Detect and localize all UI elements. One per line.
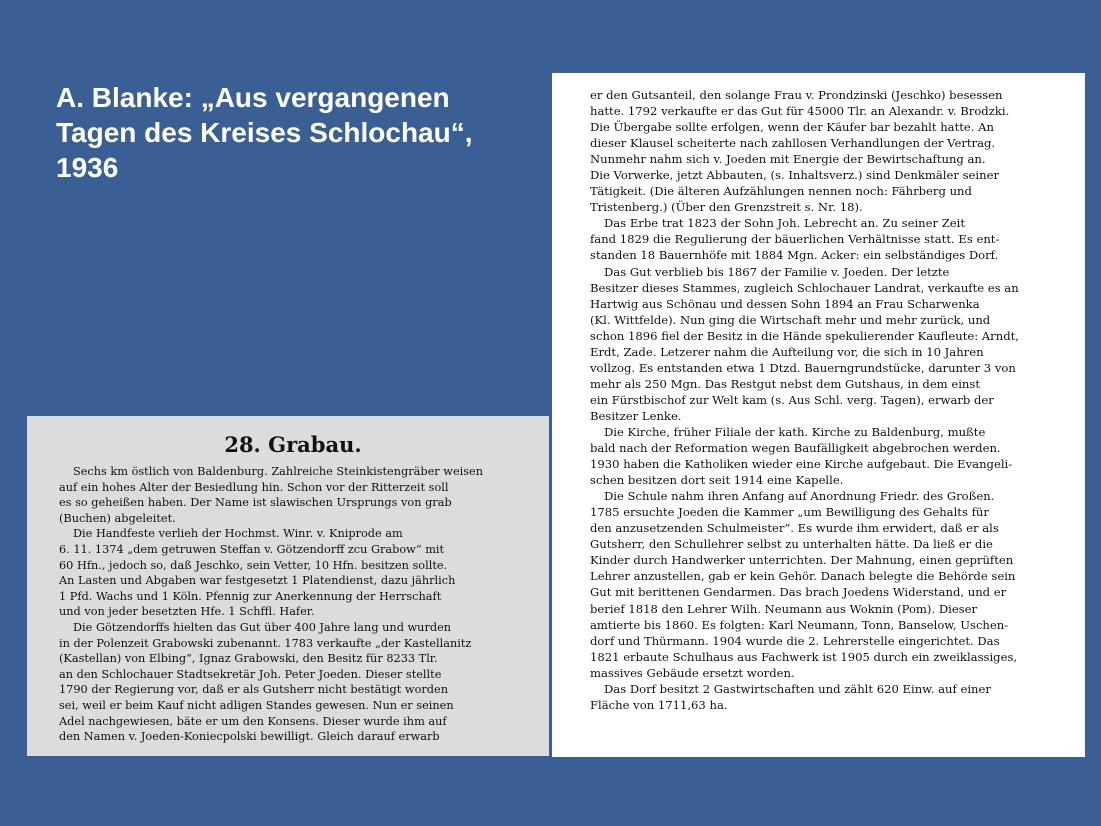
text-line: 1821 erbaute Schulhaus aus Fachwerk ist 1905 durch ein zweiklassiges, — [590, 649, 1018, 664]
text-line: (Kl. Wittfelde). Nun ging die Wirtschaft mehr und mehr zurück, und — [590, 312, 991, 327]
text-line: an den Schlochauer Stadtsekretär Joh. Peter Joeden. Dieser stellte — [59, 667, 442, 681]
text-line: Sechs km östlich von Baldenburg. Zahlreiche Steinkistengräber weisen — [73, 465, 483, 478]
text-line: An Lasten und Abgaben war festgesetzt 1 Platendienst, dazu jährlich — [59, 574, 456, 588]
text-line: Kinder durch Handwerker unterrichten. Der Mahnung, einen geprüften — [590, 553, 1014, 568]
text-line: vollzog. Es entstanden etwa 1 Dtzd. Bauerngrundstücke, darunter 3 von — [590, 360, 1016, 375]
scan-heading: 28. Grabau. — [224, 432, 362, 457]
text-line: Die Kirche, früher Filiale der kath. Kirche zu Baldenburg, mußte — [604, 424, 986, 439]
text-line: hatte. 1792 verkaufte er das Gut für 45000 Tlr. an Alexandr. v. Brodzki. — [590, 104, 1010, 119]
text-line: den anzusetzenden Schulmeister“. Es wurde ihm erwidert, daß er als — [590, 521, 999, 536]
text-line: schon 1896 fiel der Besitz in die Hände spekulierender Kaufleute: Arndt, — [590, 328, 1019, 343]
text-line: Die Übergabe sollte erfolgen, wenn der Käufer bar bezahlt hatte. An — [590, 120, 994, 135]
text-line: schen besitzen dort seit 1914 eine Kapelle. — [590, 473, 844, 488]
text-line: 1790 der Regierung vor, daß er als Gutsherr nicht bestätigt worden — [59, 683, 448, 697]
text-line: Fläche von 1711,63 ha. — [590, 697, 728, 712]
text-line: (Kastellan) von Elbing“, Ignaz Grabowski, den Besitz für 8233 Tlr. — [59, 652, 438, 666]
text-line: dieser Klausel scheiterte nach zahllosen Verhandlungen der Vertrag. — [590, 136, 996, 151]
text-line: 60 Hfn., jedoch so, daß Jeschko, sein Vetter, 10 Hfn. besitzen sollte. — [59, 558, 448, 572]
text-line: bald nach der Reformation wegen Baufälligkeit abgebrochen werden. — [590, 441, 1001, 456]
text-line: Gutsherr, den Schullehrer selbst zu unterhalten hätte. Da ließ er die — [590, 537, 993, 552]
text-line: Erdt, Zade. Letzerer nahm die Aufteilung vor, die sich in 10 Jahren — [590, 344, 984, 359]
text-line: (Buchen) abgeleitet. — [59, 511, 176, 525]
slide-title-line: A. Blanke: „Aus vergangenen — [56, 82, 450, 113]
right-scan-text — [590, 87, 1065, 713]
text-line: Die Schule nahm ihren Anfang auf Anordnung Friedr. des Großen. — [604, 489, 995, 504]
text-line: 6. 11. 1374 „dem getruwen Steffan v. Götzendorff zcu Grabow“ mit — [59, 542, 445, 556]
text-line: Tätigkeit. (Die älteren Aufzählungen nennen noch: Fährberg und — [590, 184, 972, 199]
text-line: Tristenberg.) (Über den Grenzstreit s. Nr. 18). — [590, 200, 863, 215]
text-line: Adel nachgewiesen, bäte er um den Konsens. Dieser wurde ihm auf — [59, 714, 447, 728]
text-line: berief 1818 den Lehrer Wilh. Neumann aus Woknin (Pom). Dieser — [590, 601, 978, 616]
text-line: 1785 ersuchte Joeden die Kammer „um Bewilligung des Gehalts für — [590, 505, 989, 520]
text-line: Die Vorwerke, jetzt Abbauten, (s. Inhaltsverz.) sind Denkmäler seiner — [590, 168, 999, 183]
text-line: fand 1829 die Regulierung der bäuerlichen Verhältnisse statt. Es ent- — [590, 232, 1000, 247]
text-line: es so geheißen haben. Der Name ist slawischen Ursprungs von grab — [59, 496, 452, 510]
text-line: Das Gut verblieb bis 1867 der Familie v. Joeden. Der letzte — [604, 264, 950, 279]
text-line: Das Dorf besitzt 2 Gastwirtschaften und zählt 620 Einw. auf einer — [604, 681, 991, 696]
text-line: massives Gebäude ersetzt worden. — [590, 665, 795, 680]
text-line: standen 18 Bauernhöfe mit 1884 Mgn. Acker: ein selbständiges Dorf. — [590, 248, 999, 263]
text-line: Besitzer Lenke. — [590, 408, 682, 423]
text-line: Die Handfeste verlieh der Hochmst. Winr. v. Kniprode am — [73, 527, 403, 541]
text-line: und von jeder besetzten Hfe. 1 Schffl. Hafer. — [59, 605, 315, 619]
text-line: Lehrer anzustellen, gab er kein Gehör. Danach belegte die Behörde sein — [590, 569, 1016, 584]
text-line: Besitzer dieses Stammes, zugleich Schlochauer Landrat, verkaufte es an — [590, 280, 1019, 295]
text-line: Das Erbe trat 1823 der Sohn Joh. Lebrecht an. Zu seiner Zeit — [604, 216, 965, 231]
text-line: Hartwig aus Schönau und dessen Sohn 1894 an Frau Scharwenka — [590, 296, 980, 311]
text-line: sei, weil er beim Kauf nicht adligen Standes gewesen. Nun er seinen — [59, 698, 454, 712]
text-line: dorf und Thürmann. 1904 wurde die 2. Lehrerstelle eingerichtet. Das — [590, 633, 1000, 648]
slide-title — [56, 80, 536, 185]
text-line: Die Götzendorffs hielten das Gut über 400 Jahre lang und wurden — [73, 620, 452, 634]
slide-title-line: Tagen des Kreises Schlochau“, — [56, 117, 473, 148]
text-line: Nunmehr nahm sich v. Joeden mit Energie der Bewirtschaftung an. — [590, 152, 986, 167]
text-line: den Namen v. Joeden-Koniecpolski bewilligt. Gleich darauf erwarb — [59, 730, 440, 744]
left-scan-text — [59, 464, 527, 745]
text-line: er den Gutsanteil, den solange Frau v. Prondzinski (Jeschko) besessen — [590, 88, 1003, 102]
text-line: amtierte bis 1860. Es folgten: Karl Neumann, Tonn, Banselow, Uschen- — [590, 617, 1009, 632]
text-line: 1 Pfd. Wachs und 1 Köln. Pfennig zur Anerkennung der Herrschaft — [59, 589, 442, 603]
text-line: 1930 haben die Katholiken wieder eine Kirche aufgebaut. Die Evangeli- — [590, 457, 1013, 472]
left-scan-page — [27, 416, 549, 756]
text-line: Gut mit berittenen Gendarmen. Das brach Joedens Widerstand, und er — [590, 585, 1007, 600]
text-line: auf ein hohes Alter der Besiedlung hin. Schon vor der Ritterzeit soll — [59, 480, 449, 494]
slide-title-line: 1936 — [56, 152, 119, 183]
right-scan-page — [552, 73, 1085, 757]
text-line: in der Polenzeit Grabowski zubenannt. 1783 verkaufte „der Kastellanitz — [59, 636, 472, 650]
text-line: mehr als 250 Mgn. Das Restgut nebst dem Gutshaus, in dem einst — [590, 376, 980, 391]
text-line: ein Fürstbischof zur Welt kam (s. Aus Schl. verg. Tagen), erwarb der — [590, 392, 994, 407]
